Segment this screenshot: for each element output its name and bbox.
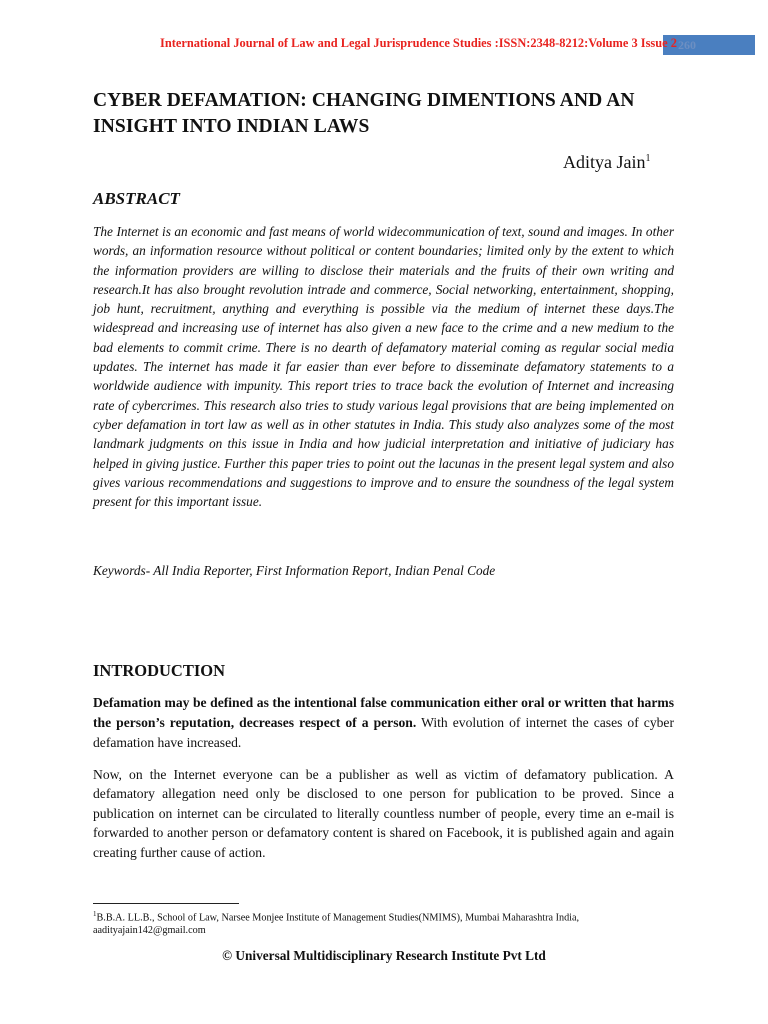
introduction-paragraph-2: Now, on the Internet everyone can be a publisher as well as victim of defamatory publication. A defamatory allegation need only be disclosed to one person for publication to be proved. Since a publication on internet can be circulated to literally countless number of people, every time an e-mail is forwarded to another person or defamatory content is shared on Facebook, it is published again and again creating further cause of action. (93, 767, 674, 860)
paper-title: CYBER DEFAMATION: CHANGING DIMENTIONS AND AN INSIGHT INTO INDIAN LAWS (93, 90, 635, 137)
footnote-text: B.B.A. LL.B., School of Law, Narsee Monjee Institute of Management Studies(NMIMS), Mumbai Maharashtra India, aadityajain142@gmail.com (93, 912, 580, 937)
author-name: Aditya Jain (563, 152, 646, 172)
definition-rest-text: With evolution of internet the cases of cyber defamation have increased. (93, 715, 674, 750)
keywords: Keywords- All India Reporter, First Information Report, Indian Penal Code (93, 563, 496, 578)
author-footnote-mark: 1 (645, 153, 651, 164)
abstract-body: The Internet is an economic and fast means of world widecommunication of text, sound and images. In other words, an information resource without political or content boundaries; limited only by the extent to which the information providers are willing to disclose their materials and the fruits of their own writing and research.It has also brought revolution intrade and commerce, Social networking, entertainment, shopping, job hunt, recruitment, anything and everything is possible via the medium of internet these days.The widespread and increasing use of internet has also given a new face to the crime and a new medium to the bad elements to commit crime. There is no dearth of defamatory material coming as regular social media updates. The internet has made it far easier than ever before to disseminate defamatory statements to a worldwide audience with impunity. This report tries to trace back the evolution of Internet and increasing rate of cybercrimes. This research also tries to study various legal provisions that are being implemented on cyber defamation in tort law as well as in other statutes in India. This study also analyzes some of the most landmark judgments on this issue in India and how judicial interpretation and initiative of judiciary has helped in giving justice. Further this paper tries to point out the lacunas in the present legal system and also gives various recommendations and suggestions to improve and to ensure the soundness of the legal system present for this important issue. (93, 224, 674, 510)
author (563, 152, 651, 173)
page-number: 260 (678, 38, 696, 52)
journal-header: International Journal of Law and Legal Jurisprudence Studies :ISSN:2348-8212:Volume 3 Issue 2 (160, 36, 677, 50)
definition-bold-text: Defamation may be defined as the intentional false communication either oral or written that harms the person’s reputation, decreases respect of a person. (93, 695, 674, 730)
footnote (93, 908, 674, 937)
introduction-paragraph-1 (93, 693, 674, 753)
copyright-footer: © Universal Multidisciplinary Research Institute Pvt Ltd (222, 948, 546, 963)
introduction-heading: INTRODUCTION (93, 661, 226, 680)
abstract-heading: ABSTRACT (93, 189, 180, 208)
footnote-mark: 1 (93, 910, 97, 918)
footnote-divider (93, 903, 239, 904)
